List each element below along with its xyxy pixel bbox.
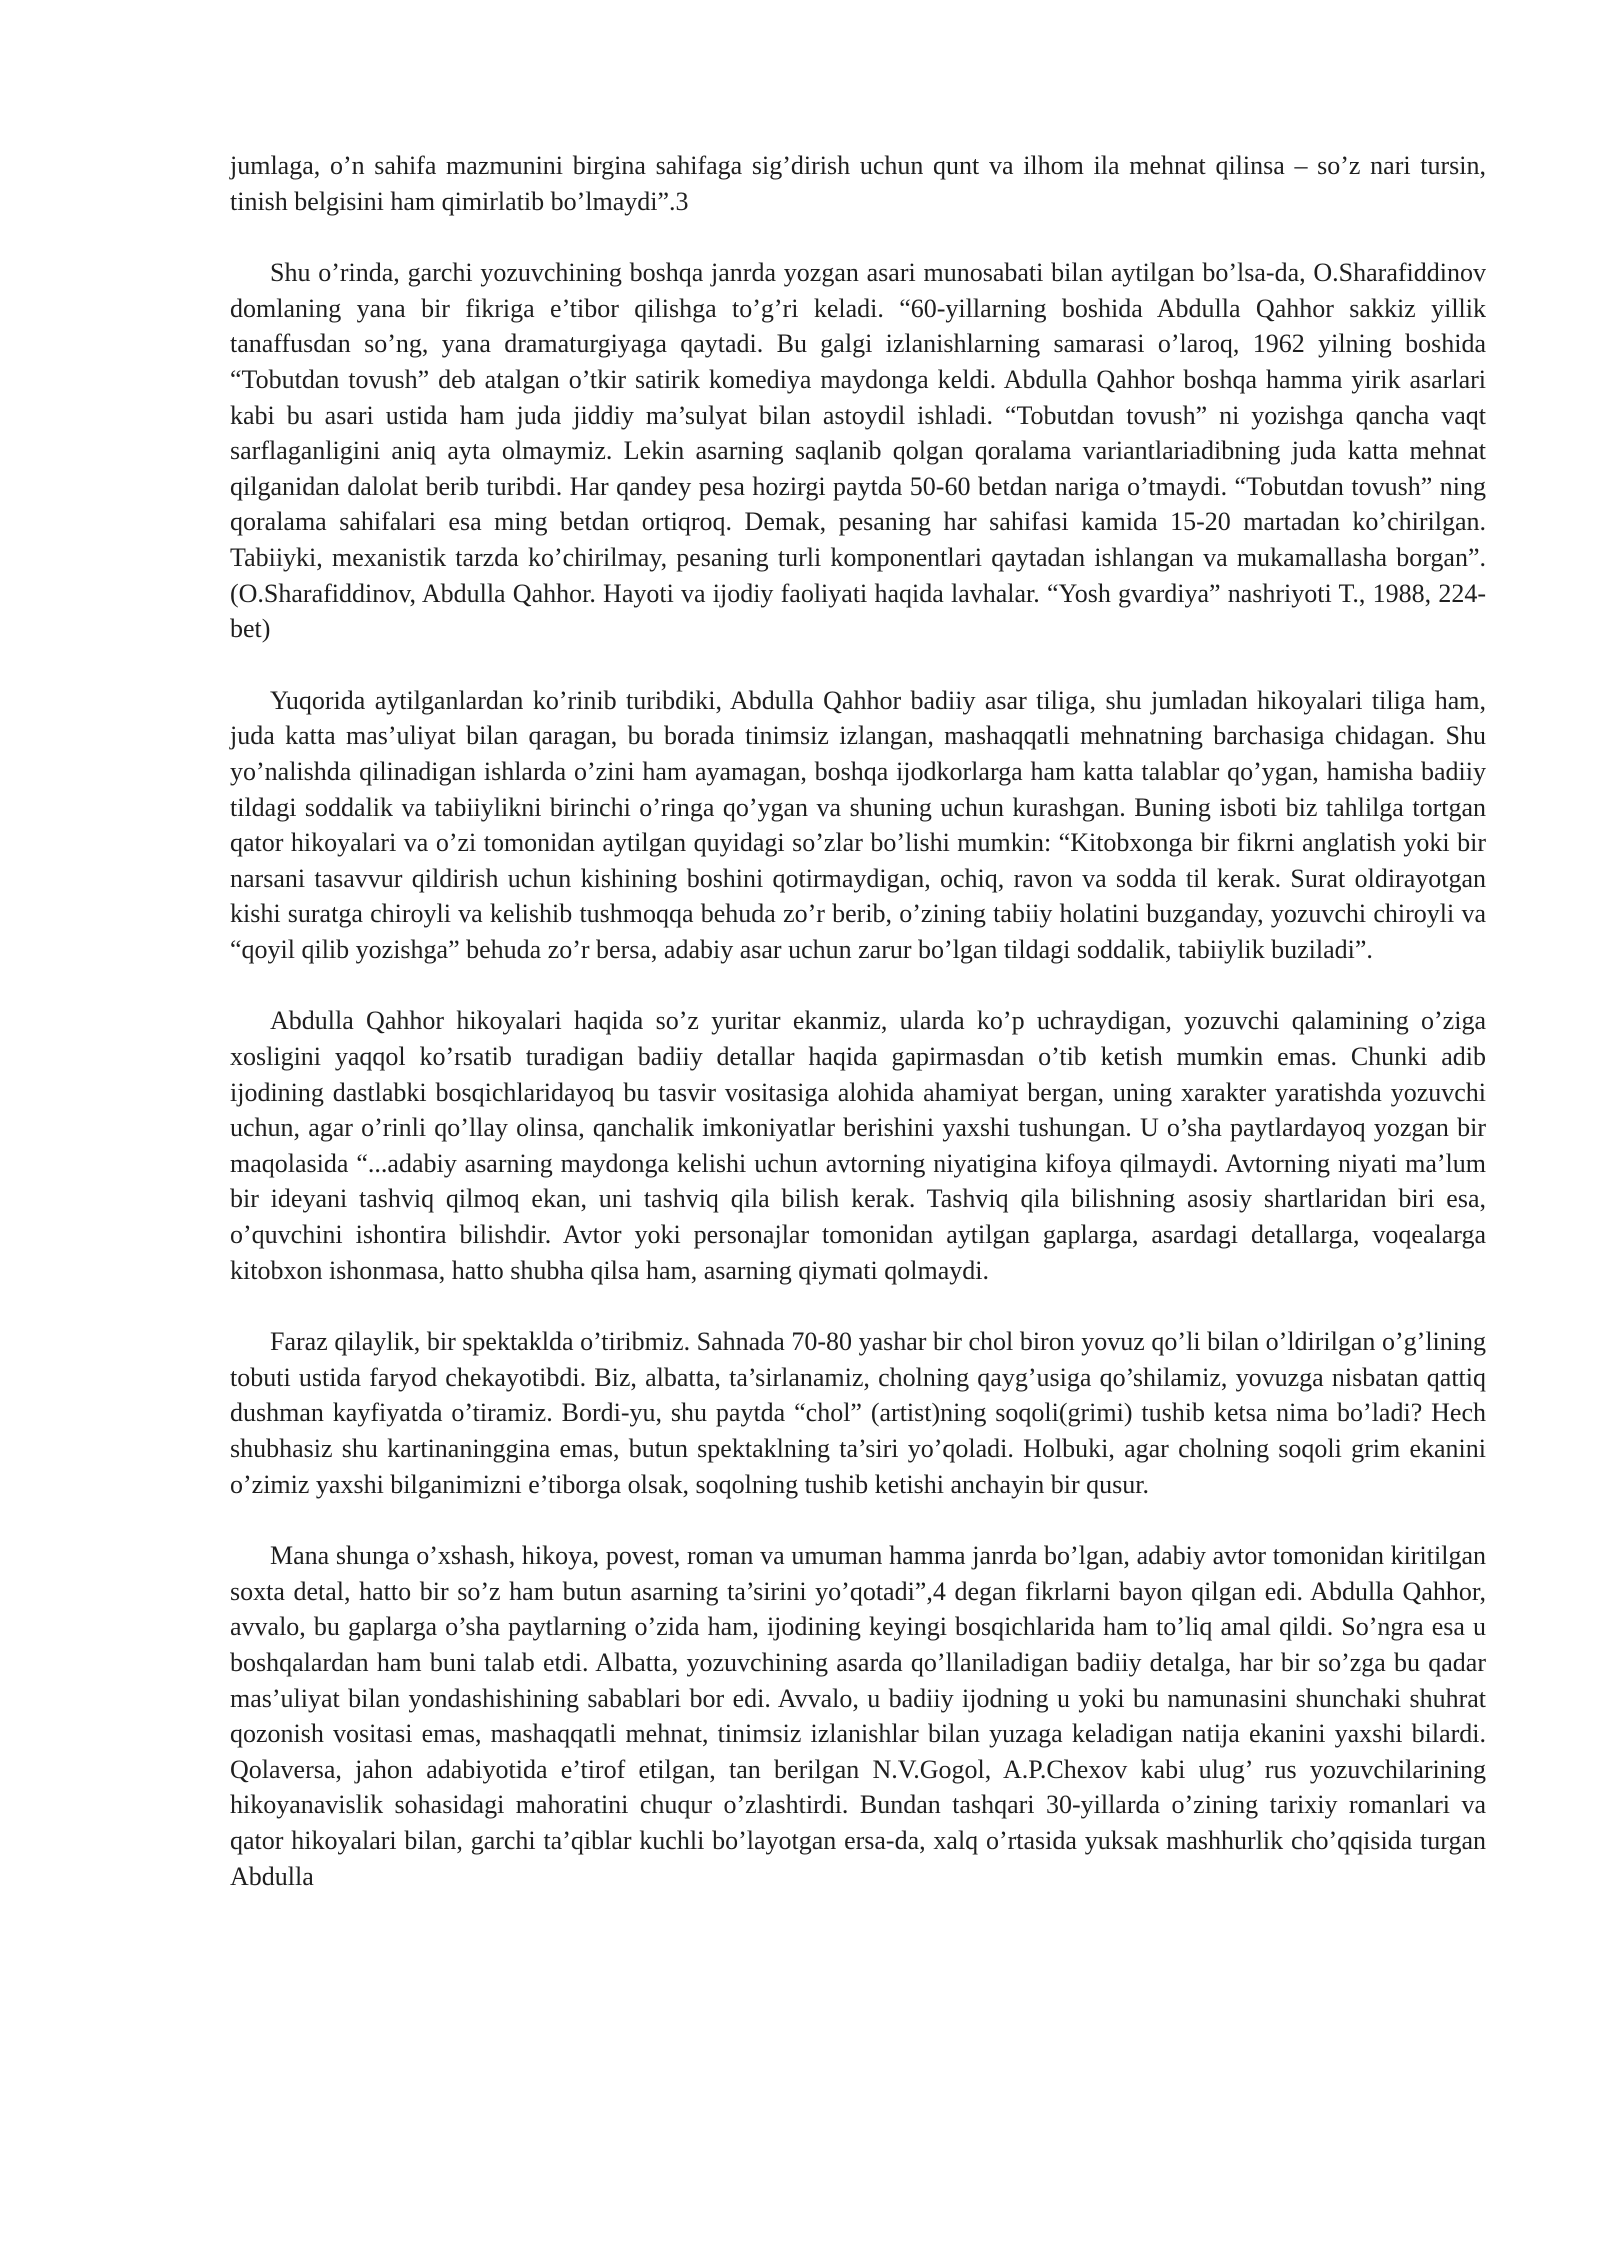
paragraph-4: Abdulla Qahhor hikoyalari haqida so’z yuritar ekanmiz, ularda ko’p uchraydigan, yozuvchi qalamining o’ziga xosligini yaqqol ko’rsatib turadigan badiiy detallar haqida gapirmasdan o’tib ketish mumkin emas. Chunki adib ijodining dastlabki bosqichlaridayoq bu tasvir vositasiga alohida ahamiyat bergan, uning xarakter yaratishda yozuvchi uchun, agar o’rinli qo’llay olinsa, qanchalik imkoniyatlar berishini yaxshi tushungan. U o’sha paytlardayoq yozgan bir maqolasida “...adabiy asarning maydonga kelishi uchun avtorning niyatigina kifoya qilmaydi. Avtorning niyati ma’lum bir ideyani tashviq qilmoq ekan, uni tashviq qila bilish kerak. Tashviq qila bilishning asosiy shartlaridan biri esa, o’quvchini ishontira bilishdir. Avtor yoki personajlar tomonidan aytilgan gaplarga, asardagi detallarga, voqealarga kitobxon ishonmasa, hatto shubha qilsa ham, asarning qiymati qolmaydi.: [230, 1006, 1486, 1285]
paragraph-1: jumlaga, o’n sahifa mazmunini birgina sahifaga sig’dirish uchun qunt va ilhom ila mehnat qilinsa – so’z nari tursin, tinish belgisini ham qimirlatib bo’lmaydi”.3: [230, 151, 1486, 216]
paragraph-6: Mana shunga o’xshash, hikoya, povest, roman va umuman hamma janrda bo’lgan, adabiy avtor tomonidan kiritilgan soxta detal, hatto bir so’z ham butun asarning ta’sirini yo’qotadi”,4 degan fikrlarni bayon qilgan edi. Abdulla Qahhor, avvalo, bu gaplarga o’sha paytlarning o’zida ham, ijodining keyingi bosqichlarida ham to’liq amal qildi. So’ngra esa u boshqalardan ham buni talab etdi. Albatta, yozuvchining asarda qo’llaniladigan badiiy detalga, har bir so’zga bu qadar mas’uliyat bilan yondashishining sabablari bor edi. Avvalo, u badiiy ijodning u yoki bu namunasini shunchaki shuhrat qozonish vositasi emas, mashaqqatli mehnat, tinimsiz izlanishlar bilan yuzaga keladigan natija ekanini yaxshi bilardi. Qolaversa, jahon adabiyotida e’tirof etilgan, tan berilgan N.V.Gogol, A.P.Chexov kabi ulug’ rus yozuvchilarining hikoyanavislik sohasidagi mahoratini chuqur o’zlashtirdi. Bundan tashqari 30-yillarda o’zining tarixiy romanlari va qator hikoyalari bilan, garchi ta’qiblar kuchli bo’layotgan ersa-da, xalq o’rtasida yuksak mashhurlik cho’qqisida turgan Abdulla: [230, 1541, 1486, 1891]
paragraph-2: Shu o’rinda, garchi yozuvchining boshqa janrda yozgan asari munosabati bilan aytilgan bo’lsa-da, O.Sharafiddinov domlaning yana bir fikriga e’tibor qilishga to’g’ri keladi. “60-yillarning boshida Abdulla Qahhor sakkiz yillik tanaffusdan so’ng, yana dramaturgiyaga qaytadi. Bu galgi izlanishlarning samarasi o’laroq, 1962 yilning boshida “Tobutdan tovush” deb atalgan o’tkir satirik komediya maydonga keldi. Abdulla Qahhor boshqa hamma yirik asarlari kabi bu asari ustida ham juda jiddiy ma’sulyat bilan astoydil ishladi. “Tobutdan tovush” ni yozishga qancha vaqt sarflaganligini aniq ayta olmaymiz. Lekin asarning saqlanib qolgan qoralama variantlariadibning juda katta mehnat qilganidan dalolat berib turibdi. Har qandey pesa hozirgi paytda 50-60 betdan nariga o’tmaydi. “Tobutdan tovush” ning qoralama sahifalari esa ming betdan ortiqroq. Demak, pesaning har sahifasi kamida 15-20 martadan ko’chirilgan. Tabiiyki, mexanistik tarzda ko’chirilmay, pesaning turli komponentlari qaytadan ishlangan va mukamallasha borgan”. (O.Sharafiddinov, Abdulla Qahhor. Hayoti va ijodiy faoliyati haqida lavhalar. “Yosh gvardiya” nashriyoti T., 1988, 224-bet): [230, 258, 1486, 644]
paragraph-3: Yuqorida aytilganlardan ko’rinib turibdiki, Abdulla Qahhor badiiy asar tiliga, shu jumladan hikoyalari tiliga ham, juda katta mas’uliyat bilan qaragan, bu borada tinimsiz izlangan, mashaqqatli mehnatning barchasiga chidagan. Shu yo’nalishda qilinadigan ishlarda o’zini ham ayamagan, boshqa ijodkorlarga ham katta talablar qo’ygan, hamisha badiiy tildagi soddalik va tabiiylikni birinchi o’ringa qo’ygan va shuning uchun kurashgan. Buning isboti biz tahlilga tortgan qator hikoyalari va o’zi tomonidan aytilgan quyidagi so’zlar bo’lishi mumkin: “Kitobxonga bir fikrni anglatish yoki bir narsani tasavvur qildirish uchun kishining boshini qotirmaydigan, ochiq, ravon va sodda til kerak. Surat oldirayotgan kishi suratga chiroyli va kelishib tushmoqqa behuda zo’r berib, o’zining tabiiy holatini buzganday, yozuvchi chiroyli va “qoyil qilib yozishga” behuda zo’r bersa, adabiy asar uchun zarur bo’lgan tildagi soddalik, tabiiylik buziladi”.: [230, 685, 1486, 964]
paragraph-5: Faraz qilaylik, bir spektaklda o’tiribmiz. Sahnada 70-80 yashar bir chol biron yovuz qo’li bilan o’ldirilgan o’g’lining tobuti ustida faryod chekayotibdi. Biz, albatta, ta’sirlanamiz, cholning qayg’usiga qo’shilamiz, yovuzga nisbatan qattiq dushman kayfiyatda o’tiramiz. Bordi-yu, shu paytda “chol” (artist)ning soqoli(grimi) tushib ketsa nima bo’ladi? Hech shubhasiz shu kartinaninggina emas, butun spektaklning ta’siri yo’qoladi. Holbuki, agar cholning soqoli grim ekanini o’zimiz yaxshi bilganimizni e’tiborga olsak, soqolning tushib ketishi anchayin bir qusur.: [230, 1327, 1486, 1499]
document-page: [230, 148, 1486, 1930]
